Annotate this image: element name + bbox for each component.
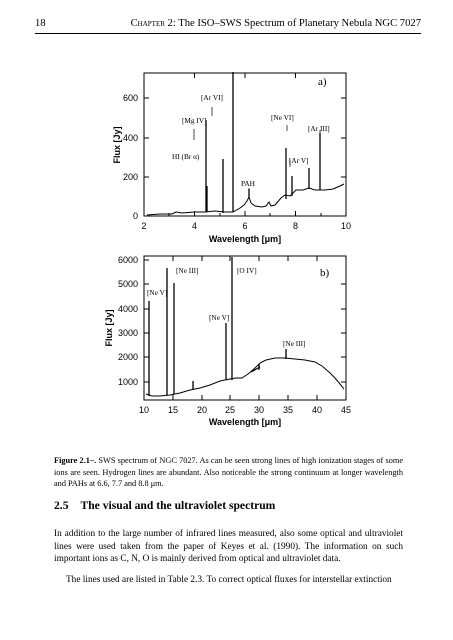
panel-a-ytick: 600 (122, 93, 138, 103)
panel-b-xtick: 25 (224, 405, 236, 415)
label-pah: PAH (241, 179, 255, 188)
page-number: 18 (35, 18, 46, 29)
panel-a-xtick: 2 (141, 221, 147, 231)
panel-b-xlabel (209, 417, 281, 427)
label-ar-iii: [Ar III] (308, 124, 330, 133)
label-ne-v-14: [Ne V] (147, 288, 168, 297)
panel-a-xtick: 10 (340, 221, 352, 231)
panel-b-xtick: 45 (340, 405, 352, 415)
panel-a-ytick: 0 (132, 211, 138, 221)
panel-b-spectrum (146, 358, 344, 396)
panel-a-ytick: 400 (122, 133, 138, 143)
panel-b-emission-lines (149, 257, 286, 396)
panel-a-x-ticks (144, 73, 346, 216)
panel-a-xtick: 8 (292, 221, 299, 231)
panel-b-xtick: 35 (282, 405, 294, 415)
label-mg-iv: [Mg IV] (182, 116, 207, 125)
panel-a-ytick: 200 (122, 172, 138, 182)
label-ar-vi: [Ar VI] (201, 93, 223, 102)
label-o-iv: [O IV] (237, 266, 257, 275)
panel-b-xtick: 30 (253, 405, 265, 415)
panel-b-xtick: 20 (196, 405, 208, 415)
panel-b-xlabel-unit: [μm] (261, 417, 282, 427)
panel-b-ytick: 6000 (117, 255, 138, 265)
chapter-label: Chapter 2: (130, 18, 176, 29)
panel-a-line-markers (194, 107, 320, 193)
caption-label: Figure 2.1–. (54, 456, 97, 465)
panel-b-ytick: 1000 (117, 377, 138, 387)
caption-text: SWS spectrum of NGC 7027. As can be seen strong lines of high ionization stages of some ions are seen. Hydrogen lines are abundant. Also noticeable the strong continuum at longer wavelength and PAHs at 6.6, 7.7 and 8.8 μm. (54, 456, 404, 488)
panel-a-xtick: 4 (191, 221, 198, 231)
panel-b-ytick: 5000 (117, 279, 138, 289)
panel-a-xtick: 6 (242, 221, 248, 231)
section-number: 2.5 (54, 499, 69, 512)
panel-a-frame (144, 73, 346, 216)
body-paragraph: In addition to the large number of infrared lines measured, also some optical and ultraviolet lines were used taken from the paper of Keyes et al. (1990). The information on such important ions as C, N, O is mainly derived from optical and ultraviolet data. (54, 529, 403, 564)
panel-a-emission-lines (206, 72, 320, 213)
label-ar-v: [Ar V] (289, 156, 309, 165)
section-heading (54, 499, 287, 512)
label-ne-v-24: [Ne V] (209, 313, 230, 322)
panel-a-xlabel (209, 234, 281, 244)
section-title: The visual and the ultraviolet spectrum (80, 499, 276, 512)
panel-b-ytick: 4000 (117, 304, 138, 314)
body-paragraph: The lines used are listed in Table 2.3. To correct optical fluxes for interstellar extinction (66, 575, 392, 585)
panel-a-xlabel-unit: [μm] (261, 234, 282, 244)
label-ne-iii-15: [Ne III] (176, 266, 199, 275)
panel-b-ytick: 3000 (117, 328, 138, 338)
panel-b (104, 255, 351, 427)
panel-b-ytick: 2000 (117, 352, 138, 362)
panel-a (112, 72, 351, 244)
panel-b-xtick: 15 (167, 405, 179, 415)
panel-b-xtick: 40 (311, 405, 323, 415)
panel-b-label: b) (320, 267, 330, 279)
label-ne-iii-36: [Ne III] (283, 339, 306, 348)
chapter-title: The ISO–SWS Spectrum of Planetary Nebula NGC 7027 (178, 18, 421, 29)
panel-b-ylabel: Flux [Jy] (104, 309, 114, 347)
figure-caption (54, 455, 403, 490)
panel-a-label: a) (318, 76, 327, 88)
panel-a-ylabel: Flux [Jy] (112, 126, 122, 164)
panel-a-xlabel-text: Wavelength (208, 234, 260, 244)
panel-a-spectrum (147, 184, 344, 215)
label-ne-vi: [Ne VI] (271, 113, 294, 122)
panel-b-xtick: 10 (138, 405, 150, 415)
panel-b-xlabel-text: Wavelength (208, 417, 260, 427)
label-hi-br-alpha: HI (Br α) (172, 152, 200, 161)
